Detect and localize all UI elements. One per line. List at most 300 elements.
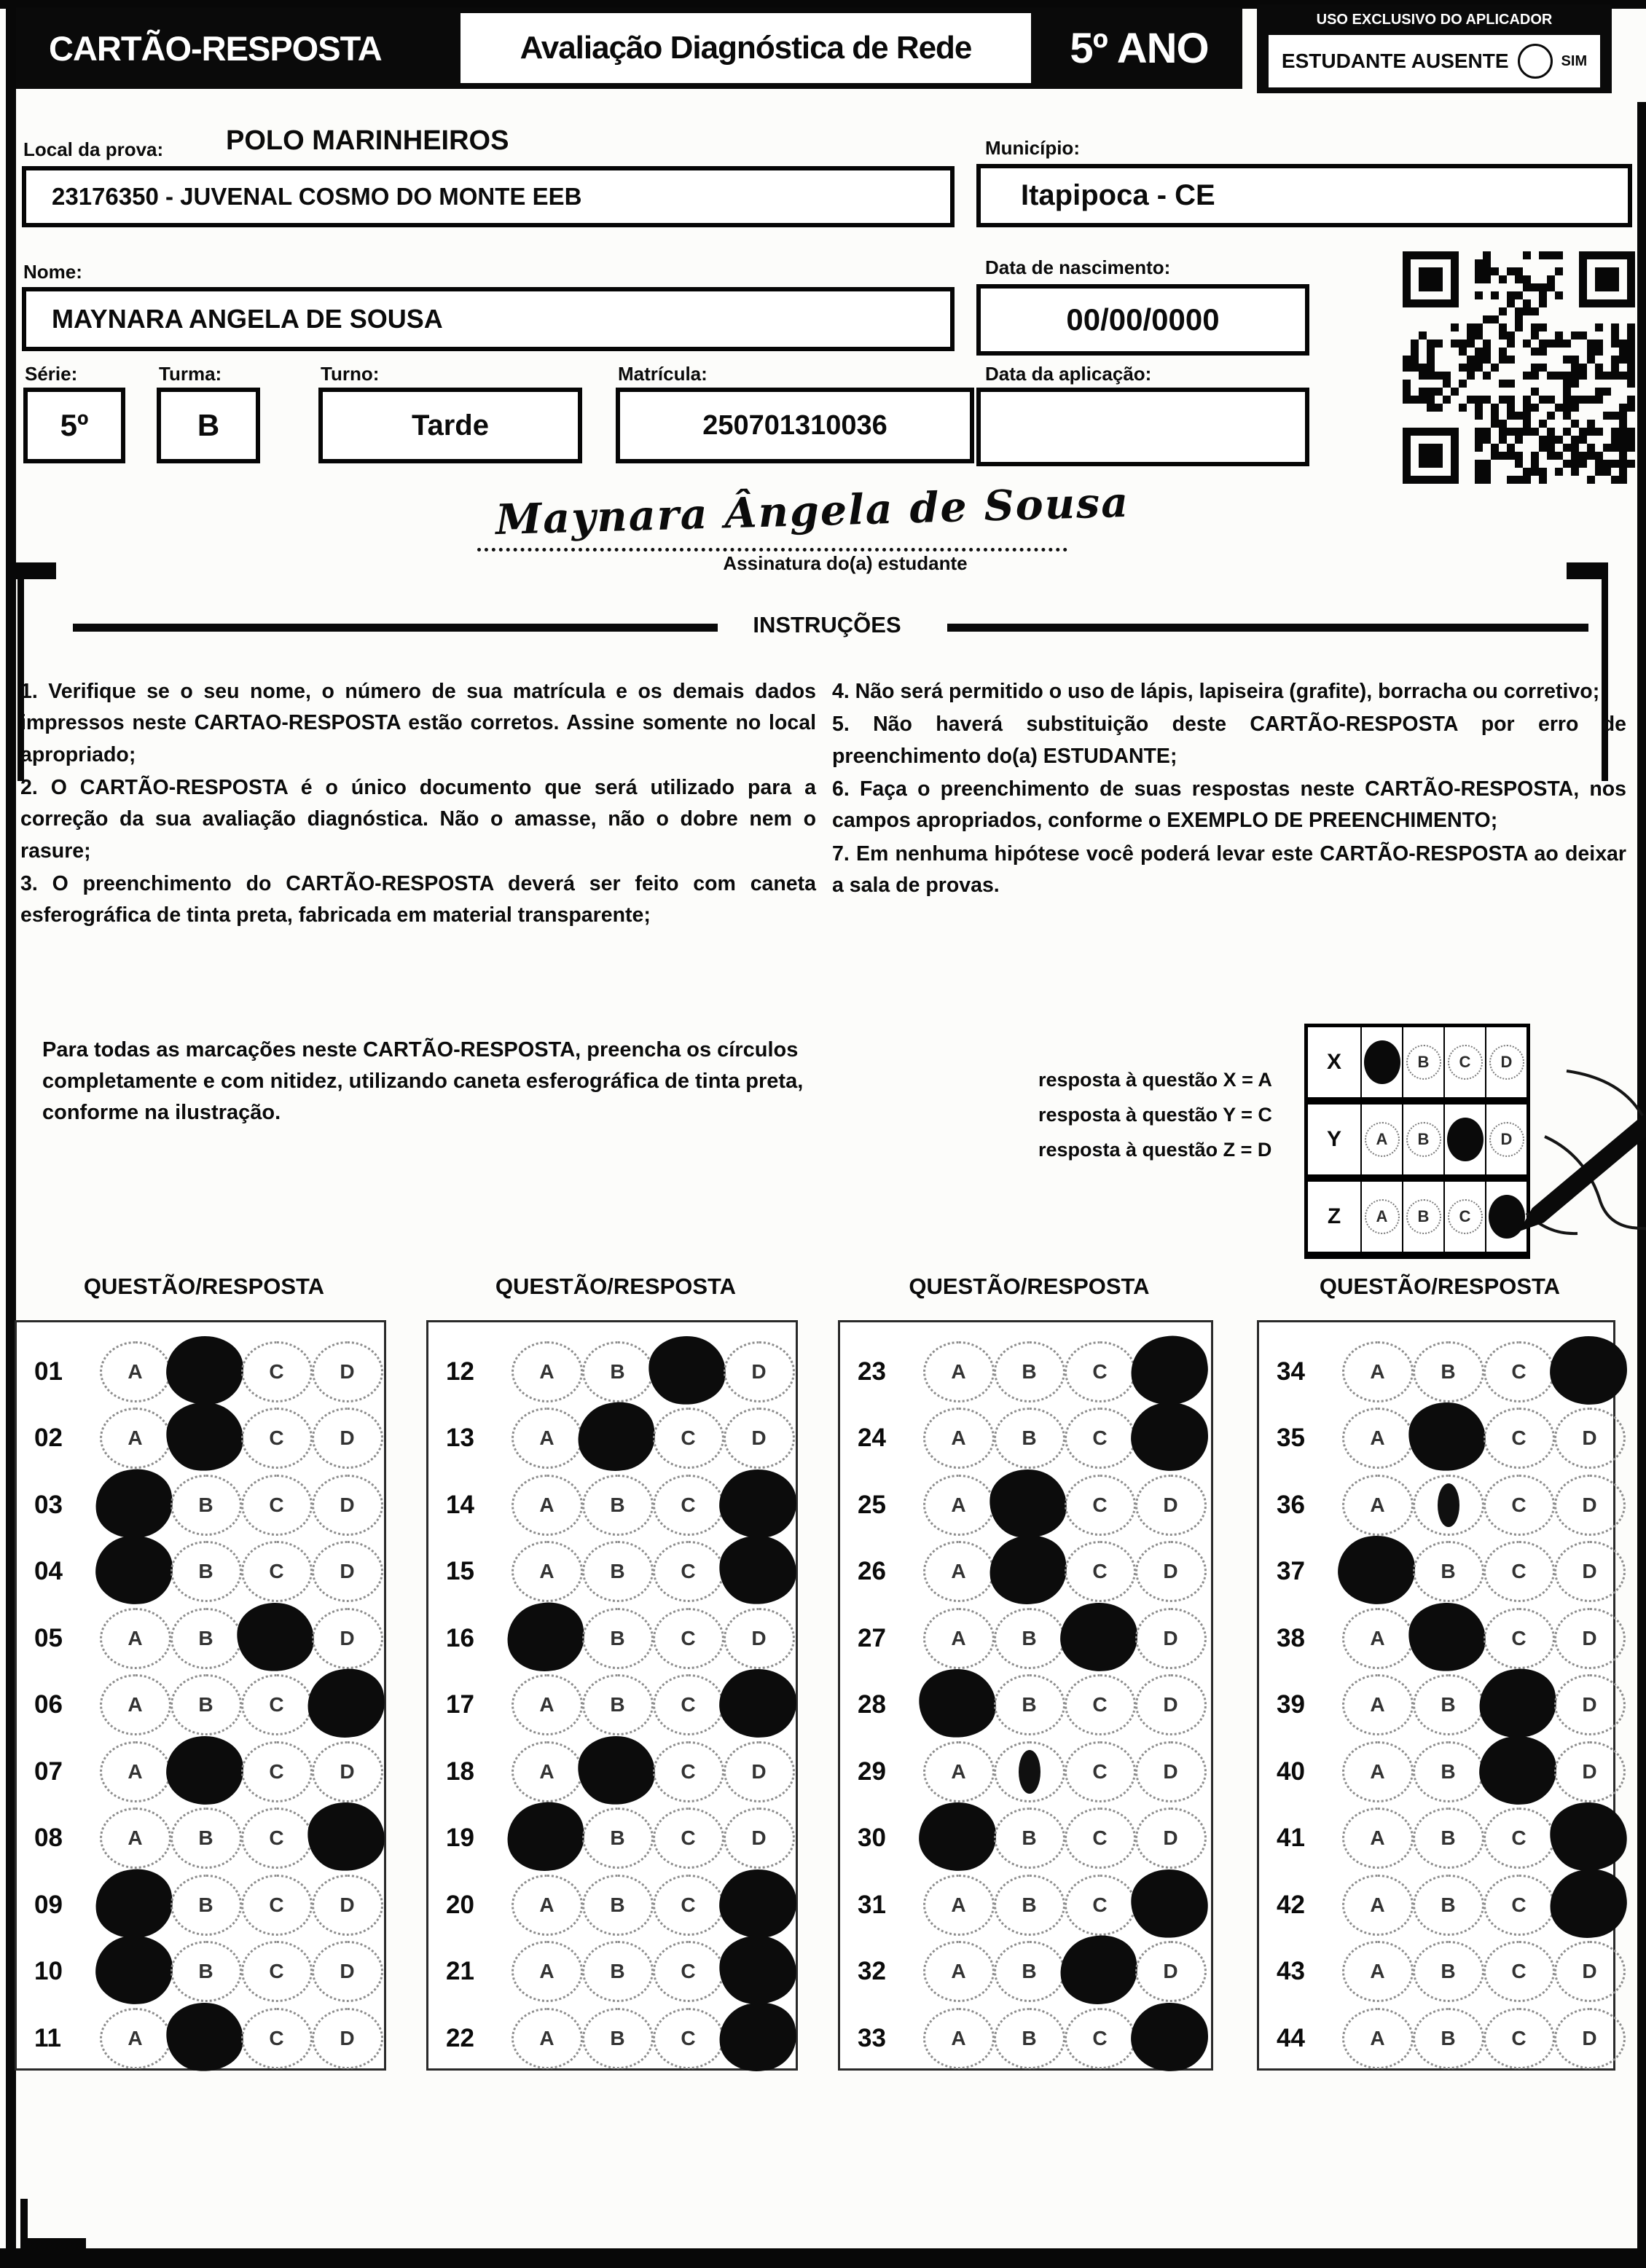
bubble-letter: A — [128, 1759, 143, 1783]
question-number: 38 — [1277, 1623, 1305, 1652]
bubble-03-A[interactable] — [100, 1475, 171, 1536]
bubble-29-D[interactable] — [1135, 1741, 1207, 1802]
bubble-27-D[interactable] — [1135, 1608, 1207, 1669]
bubble-40-B[interactable] — [1413, 1741, 1484, 1802]
bubble-25-B[interactable] — [994, 1475, 1065, 1536]
bubble-37-A[interactable] — [1342, 1541, 1414, 1602]
bubble-39-C[interactable] — [1484, 1674, 1555, 1735]
bubble-25-D[interactable] — [1135, 1475, 1207, 1536]
bubble-22-C[interactable] — [653, 2008, 724, 2069]
bubble-36-D[interactable] — [1554, 1475, 1626, 1536]
bubble-30-C[interactable] — [1065, 1808, 1136, 1869]
bubble-42-A[interactable] — [1342, 1875, 1414, 1936]
bubble-19-B[interactable] — [582, 1808, 654, 1869]
bubble-34-C[interactable] — [1484, 1341, 1555, 1402]
question-number: 29 — [858, 1757, 886, 1786]
bubble-42-D[interactable] — [1554, 1875, 1626, 1936]
bubble-34-B[interactable] — [1413, 1341, 1484, 1402]
bubble-letter: C — [681, 1826, 696, 1850]
answer-row — [847, 1939, 1211, 2006]
matricula-value: 250701310036 — [702, 409, 887, 441]
bubble-letter: A — [1370, 1759, 1385, 1783]
bubble-16-A[interactable] — [512, 1608, 583, 1669]
bubble-21-C[interactable] — [653, 1941, 724, 2002]
filled-mark — [1405, 1399, 1489, 1475]
bubble-25-A[interactable] — [923, 1475, 995, 1536]
bubble-41-C[interactable] — [1484, 1808, 1555, 1869]
bubble-43-C[interactable] — [1484, 1941, 1555, 2002]
bubble-28-C[interactable] — [1065, 1674, 1136, 1735]
bubble-04-C[interactable] — [241, 1541, 313, 1602]
filled-mark — [916, 1800, 998, 1874]
bubble-13-C[interactable] — [653, 1408, 724, 1469]
bubble-letter: C — [269, 1826, 284, 1850]
bubble-letter: B — [1441, 2026, 1456, 2049]
bubble-18-A[interactable] — [512, 1741, 583, 1802]
bubble-letter: A — [539, 1759, 554, 1783]
bubble-21-D[interactable] — [724, 1941, 795, 2002]
bubble-12-A[interactable] — [512, 1341, 583, 1402]
bubble-letter: C — [1092, 1693, 1108, 1716]
bubble-44-B[interactable] — [1413, 2008, 1484, 2069]
bubble-19-A[interactable] — [512, 1808, 583, 1869]
pen-icon — [1519, 1037, 1646, 1231]
question-number: 06 — [34, 1690, 63, 1719]
bubble-40-C[interactable] — [1484, 1741, 1555, 1802]
bubble-letter: C — [681, 1493, 696, 1516]
bubble-30-D[interactable] — [1135, 1808, 1207, 1869]
question-number: 34 — [1277, 1357, 1305, 1386]
bubble-29-A[interactable] — [923, 1741, 995, 1802]
bubble-18-B[interactable] — [582, 1741, 654, 1802]
bubble-18-C[interactable] — [653, 1741, 724, 1802]
bubble-letter: C — [269, 1560, 284, 1583]
bubble-31-B[interactable] — [994, 1875, 1065, 1936]
bubble-23-D[interactable] — [1135, 1341, 1207, 1402]
bubble-09-A[interactable] — [100, 1875, 171, 1936]
bubble-04-A[interactable] — [100, 1541, 171, 1602]
bubble-30-A[interactable] — [923, 1808, 995, 1869]
bubble-39-D[interactable] — [1554, 1674, 1626, 1735]
example-legend-line-3: resposta à questão Z = D — [1038, 1139, 1272, 1161]
bubble-06-B[interactable] — [171, 1674, 242, 1735]
bubble-letter: B — [1022, 1826, 1037, 1850]
filled-mark — [716, 1532, 799, 1609]
bubble-23-A[interactable] — [923, 1341, 995, 1402]
turma-value: B — [197, 408, 220, 442]
school-value: 23176350 - JUVENAL COSMO DO MONTE EEB — [52, 183, 582, 210]
bubble-16-C[interactable] — [653, 1608, 724, 1669]
bubble-17-A[interactable] — [512, 1674, 583, 1735]
bubble-letter: C — [269, 1759, 284, 1783]
bubble-letter: B — [1441, 1560, 1456, 1583]
bubble-06-C[interactable] — [241, 1674, 313, 1735]
pen-hand-illustration — [1312, 940, 1646, 1275]
bubble-16-B[interactable] — [582, 1608, 654, 1669]
bubble-letter: B — [198, 1893, 213, 1916]
bubble-39-A[interactable] — [1342, 1674, 1414, 1735]
question-number: 30 — [858, 1824, 886, 1853]
bubble-14-D[interactable] — [724, 1475, 795, 1536]
question-number: 12 — [446, 1357, 474, 1386]
bubble-44-A[interactable] — [1342, 2008, 1414, 2069]
bubble-04-D[interactable] — [312, 1541, 383, 1602]
answer-row — [847, 1338, 1211, 1405]
bubble-letter: D — [751, 1427, 767, 1450]
bubble-letter: C — [1511, 1493, 1527, 1516]
bubble-20-A[interactable] — [512, 1875, 583, 1936]
instructions-title: INSTRUÇÕES — [753, 612, 901, 637]
bubble-15-A[interactable] — [512, 1541, 583, 1602]
answer-column-2 — [426, 1320, 798, 2071]
bubble-letter: B — [1022, 1693, 1037, 1716]
bubble-letter: C — [269, 1693, 284, 1716]
bubble-27-B[interactable] — [994, 1608, 1065, 1669]
question-number: 19 — [446, 1824, 474, 1853]
bubble-letter: D — [1163, 1560, 1178, 1583]
answer-row — [24, 1672, 384, 1739]
bubble-01-C[interactable] — [241, 1341, 313, 1402]
bubble-37-C[interactable] — [1484, 1541, 1555, 1602]
bubble-11-D[interactable] — [312, 2008, 383, 2069]
bubble-09-C[interactable] — [241, 1875, 313, 1936]
bubble-letter: D — [1582, 1427, 1597, 1450]
filled-mark — [163, 1333, 245, 1407]
bubble-letter: C — [1092, 1493, 1108, 1516]
bubble-23-C[interactable] — [1065, 1341, 1136, 1402]
bubble-03-C[interactable] — [241, 1475, 313, 1536]
bubble-38-A[interactable] — [1342, 1608, 1414, 1669]
example-paragraph: Para todas as marcações neste CARTÃO-RESPOSTA, preencha os círculos completamente e com nitidez, utilizando caneta esferográfica de tinta preta, conforme na ilustração. — [42, 1038, 804, 1124]
bubble-letter: C — [269, 1493, 284, 1516]
bubble-letter: C — [681, 1427, 696, 1450]
bubble-13-A[interactable] — [512, 1408, 583, 1469]
bubble-20-B[interactable] — [582, 1875, 654, 1936]
bubble-33-C[interactable] — [1065, 2008, 1136, 2069]
bubble-44-C[interactable] — [1484, 2008, 1555, 2069]
serie-field[interactable] — [23, 388, 125, 463]
bubble-23-B[interactable] — [994, 1341, 1065, 1402]
bubble-12-C[interactable] — [653, 1341, 724, 1402]
bubble-41-B[interactable] — [1413, 1808, 1484, 1869]
bubble-09-B[interactable] — [171, 1875, 242, 1936]
bubble-43-D[interactable] — [1554, 1941, 1626, 2002]
bubble-32-B[interactable] — [994, 1941, 1065, 2002]
example-legend-line-2: resposta à questão Y = C — [1038, 1104, 1272, 1126]
bubble-letter: B — [610, 1560, 625, 1583]
filled-mark — [716, 1667, 798, 1741]
bubble-20-D[interactable] — [724, 1875, 795, 1936]
bubble-18-D[interactable] — [724, 1741, 795, 1802]
bubble-35-C[interactable] — [1484, 1408, 1555, 1469]
bubble-40-D[interactable] — [1554, 1741, 1626, 1802]
bubble-29-C[interactable] — [1065, 1741, 1136, 1802]
bubble-41-A[interactable] — [1342, 1808, 1414, 1869]
bubble-16-D[interactable] — [724, 1608, 795, 1669]
bubble-letter: C — [681, 1960, 696, 1983]
answer-row — [1266, 1738, 1613, 1805]
bubble-24-B[interactable] — [994, 1408, 1065, 1469]
bubble-33-A[interactable] — [923, 2008, 995, 2069]
bubble-01-A[interactable] — [100, 1341, 171, 1402]
bubble-letter: D — [340, 2026, 355, 2049]
bubble-10-D[interactable] — [312, 1941, 383, 2002]
matricula-label: Matrícula: — [618, 363, 708, 385]
bubble-19-D[interactable] — [724, 1808, 795, 1869]
bubble-36-C[interactable] — [1484, 1475, 1555, 1536]
bubble-02-D[interactable] — [312, 1408, 383, 1469]
bubble-38-C[interactable] — [1484, 1608, 1555, 1669]
bubble-letter: D — [340, 1427, 355, 1450]
bubble-letter: A — [128, 1826, 143, 1850]
bubble-07-D[interactable] — [312, 1741, 383, 1802]
bubble-38-B[interactable] — [1413, 1608, 1484, 1669]
bubble-letter: A — [951, 1626, 966, 1649]
bubble-27-C[interactable] — [1065, 1608, 1136, 1669]
filled-mark — [1405, 1598, 1489, 1675]
bubble-34-D[interactable] — [1554, 1341, 1626, 1402]
bubble-14-A[interactable] — [512, 1475, 583, 1536]
bubble-17-D[interactable] — [724, 1674, 795, 1735]
bubble-letter: B — [198, 1826, 213, 1850]
bubble-35-D[interactable] — [1554, 1408, 1626, 1469]
bubble-letter: D — [340, 1960, 355, 1983]
bubble-letter: C — [269, 1359, 284, 1383]
bubble-06-D[interactable] — [312, 1674, 383, 1735]
question-number: 03 — [34, 1490, 63, 1519]
bubble-12-B[interactable] — [582, 1341, 654, 1402]
bubble-letter: D — [1163, 1826, 1178, 1850]
bubble-08-D[interactable] — [312, 1808, 383, 1869]
question-number: 04 — [34, 1557, 63, 1586]
answer-row — [847, 1405, 1211, 1472]
question-number: 08 — [34, 1824, 63, 1853]
bubble-37-B[interactable] — [1413, 1541, 1484, 1602]
example-option-letter: B — [1406, 1045, 1441, 1080]
bubble-28-A[interactable] — [923, 1674, 995, 1735]
answer-row — [1266, 1805, 1613, 1872]
bubble-29-B[interactable] — [994, 1741, 1065, 1802]
answer-row — [24, 1338, 384, 1405]
bubble-letter: C — [1511, 1826, 1527, 1850]
example-option-letter: C — [1448, 1045, 1483, 1080]
bubble-11-C[interactable] — [241, 2008, 313, 2069]
bubble-letter: C — [1511, 1960, 1527, 1983]
bubble-32-D[interactable] — [1135, 1941, 1207, 2002]
bubble-09-D[interactable] — [312, 1875, 383, 1936]
bubble-05-D[interactable] — [312, 1608, 383, 1669]
bubble-05-C[interactable] — [241, 1608, 313, 1669]
bubble-38-D[interactable] — [1554, 1608, 1626, 1669]
bubble-02-B[interactable] — [171, 1408, 242, 1469]
filled-mark — [90, 1864, 177, 1943]
turno-value: Tarde — [412, 409, 489, 442]
bubble-letter: A — [539, 1427, 554, 1450]
bubble-15-C[interactable] — [653, 1541, 724, 1602]
matricula-field[interactable] — [616, 388, 974, 463]
bubble-17-B[interactable] — [582, 1674, 654, 1735]
bubble-letter: D — [751, 1759, 767, 1783]
bubble-43-A[interactable] — [1342, 1941, 1414, 2002]
question-number: 15 — [446, 1557, 474, 1586]
bubble-15-D[interactable] — [724, 1541, 795, 1602]
turno-field[interactable] — [318, 388, 582, 463]
bubble-30-B[interactable] — [994, 1808, 1065, 1869]
bubble-letter: C — [1092, 1560, 1108, 1583]
bubble-02-A[interactable] — [100, 1408, 171, 1469]
bubble-42-B[interactable] — [1413, 1875, 1484, 1936]
corner-mark-bottom-left — [20, 2238, 86, 2250]
bubble-letter: B — [198, 1493, 213, 1516]
question-number: 31 — [858, 1890, 886, 1919]
municipio-field[interactable] — [976, 164, 1632, 227]
question-number: 37 — [1277, 1557, 1305, 1586]
example-option-letter: D — [1489, 1045, 1524, 1080]
signature-line[interactable] — [477, 477, 1130, 552]
bubble-22-D[interactable] — [724, 2008, 795, 2069]
bubble-26-D[interactable] — [1135, 1541, 1207, 1602]
bubble-15-B[interactable] — [582, 1541, 654, 1602]
bubble-41-D[interactable] — [1554, 1808, 1626, 1869]
bubble-22-B[interactable] — [582, 2008, 654, 2069]
bubble-04-B[interactable] — [171, 1541, 242, 1602]
bubble-31-A[interactable] — [923, 1875, 995, 1936]
bubble-33-B[interactable] — [994, 2008, 1065, 2069]
bubble-10-C[interactable] — [241, 1941, 313, 2002]
bubble-33-D[interactable] — [1135, 2008, 1207, 2069]
bubble-31-C[interactable] — [1065, 1875, 1136, 1936]
bubble-letter: B — [1022, 1893, 1037, 1916]
bubble-05-A[interactable] — [100, 1608, 171, 1669]
bubble-letter: A — [951, 1359, 966, 1383]
bubble-28-D[interactable] — [1135, 1674, 1207, 1735]
bubble-32-A[interactable] — [923, 1941, 995, 2002]
bubble-08-B[interactable] — [171, 1808, 242, 1869]
bubble-24-A[interactable] — [923, 1408, 995, 1469]
bubble-05-B[interactable] — [171, 1608, 242, 1669]
bubble-02-C[interactable] — [241, 1408, 313, 1469]
bubble-08-A[interactable] — [100, 1808, 171, 1869]
answer-row — [436, 1738, 796, 1805]
bubble-letter: B — [610, 1626, 625, 1649]
aplicacao-field[interactable] — [976, 388, 1309, 466]
bubble-01-D[interactable] — [312, 1341, 383, 1402]
bubble-26-B[interactable] — [994, 1541, 1065, 1602]
bubble-36-A[interactable] — [1342, 1475, 1414, 1536]
bubble-12-D[interactable] — [724, 1341, 795, 1402]
bubble-10-B[interactable] — [171, 1941, 242, 2002]
bubble-40-A[interactable] — [1342, 1741, 1414, 1802]
serie-label: Série: — [25, 363, 78, 385]
filled-mark — [573, 1397, 659, 1477]
bubble-14-C[interactable] — [653, 1475, 724, 1536]
bubble-35-B[interactable] — [1413, 1408, 1484, 1469]
bubble-24-C[interactable] — [1065, 1408, 1136, 1469]
answer-row — [847, 1672, 1211, 1739]
filled-mark — [1126, 1330, 1212, 1410]
bubble-35-A[interactable] — [1342, 1408, 1414, 1469]
bubble-20-C[interactable] — [653, 1875, 724, 1936]
bubble-letter: A — [128, 2026, 143, 2049]
answer-row — [1266, 2005, 1613, 2072]
bubble-43-B[interactable] — [1413, 1941, 1484, 2002]
bubble-letter: C — [1511, 1626, 1527, 1649]
bubble-44-D[interactable] — [1554, 2008, 1626, 2069]
nascimento-field[interactable] — [976, 284, 1309, 356]
bubble-19-C[interactable] — [653, 1808, 724, 1869]
absent-option-label: SIM — [1561, 52, 1588, 69]
bubble-letter: C — [1511, 1560, 1527, 1583]
bubble-34-A[interactable] — [1342, 1341, 1414, 1402]
bubble-06-A[interactable] — [100, 1674, 171, 1735]
question-number: 07 — [34, 1757, 63, 1786]
answer-row — [436, 1872, 796, 1939]
bubble-28-B[interactable] — [994, 1674, 1065, 1735]
bubble-07-B[interactable] — [171, 1741, 242, 1802]
bubble-07-C[interactable] — [241, 1741, 313, 1802]
answer-row — [1266, 1672, 1613, 1739]
bubble-letter: A — [128, 1693, 143, 1716]
bubble-14-B[interactable] — [582, 1475, 654, 1536]
answer-row — [1266, 1472, 1613, 1539]
answer-column-3 — [838, 1320, 1213, 2071]
bubble-letter: D — [1582, 1693, 1597, 1716]
example-option-letter: A — [1365, 1199, 1400, 1234]
bubble-25-C[interactable] — [1065, 1475, 1136, 1536]
bubble-11-A[interactable] — [100, 2008, 171, 2069]
turma-field[interactable] — [157, 388, 260, 463]
bubble-13-B[interactable] — [582, 1408, 654, 1469]
bubble-13-D[interactable] — [724, 1408, 795, 1469]
bubble-10-A[interactable] — [100, 1941, 171, 2002]
bubble-letter: A — [539, 1960, 554, 1983]
bubble-17-C[interactable] — [653, 1674, 724, 1735]
filled-mark — [233, 1598, 317, 1675]
bubble-26-C[interactable] — [1065, 1541, 1136, 1602]
answer-section-title: QUESTÃO/RESPOSTA — [495, 1274, 737, 1299]
bubble-11-B[interactable] — [171, 2008, 242, 2069]
question-number: 11 — [34, 2023, 61, 2052]
bubble-27-A[interactable] — [923, 1608, 995, 1669]
bubble-03-B[interactable] — [171, 1475, 242, 1536]
school-field[interactable] — [22, 166, 955, 227]
bubble-letter: A — [539, 1693, 554, 1716]
bubble-21-B[interactable] — [582, 1941, 654, 2002]
bubble-07-A[interactable] — [100, 1741, 171, 1802]
bubble-37-D[interactable] — [1554, 1541, 1626, 1602]
answer-row — [24, 1939, 384, 2006]
bubble-26-A[interactable] — [923, 1541, 995, 1602]
bubble-32-C[interactable] — [1065, 1941, 1136, 2002]
bubble-03-D[interactable] — [312, 1475, 383, 1536]
bubble-21-A[interactable] — [512, 1941, 583, 2002]
bubble-letter: A — [1370, 1893, 1385, 1916]
nome-field[interactable] — [22, 287, 955, 351]
bubble-24-D[interactable] — [1135, 1408, 1207, 1469]
bubble-08-C[interactable] — [241, 1808, 313, 1869]
bubble-letter: A — [1370, 1427, 1385, 1450]
nome-label: Nome: — [23, 261, 82, 283]
bubble-22-A[interactable] — [512, 2008, 583, 2069]
bubble-42-C[interactable] — [1484, 1875, 1555, 1936]
absent-circle[interactable] — [1518, 44, 1553, 79]
applicator-box — [1257, 4, 1612, 93]
bubble-36-B[interactable] — [1413, 1475, 1484, 1536]
bubble-01-B[interactable] — [171, 1341, 242, 1402]
bubble-31-D[interactable] — [1135, 1875, 1207, 1936]
bubble-letter: C — [1092, 1893, 1108, 1916]
bubble-39-B[interactable] — [1413, 1674, 1484, 1735]
